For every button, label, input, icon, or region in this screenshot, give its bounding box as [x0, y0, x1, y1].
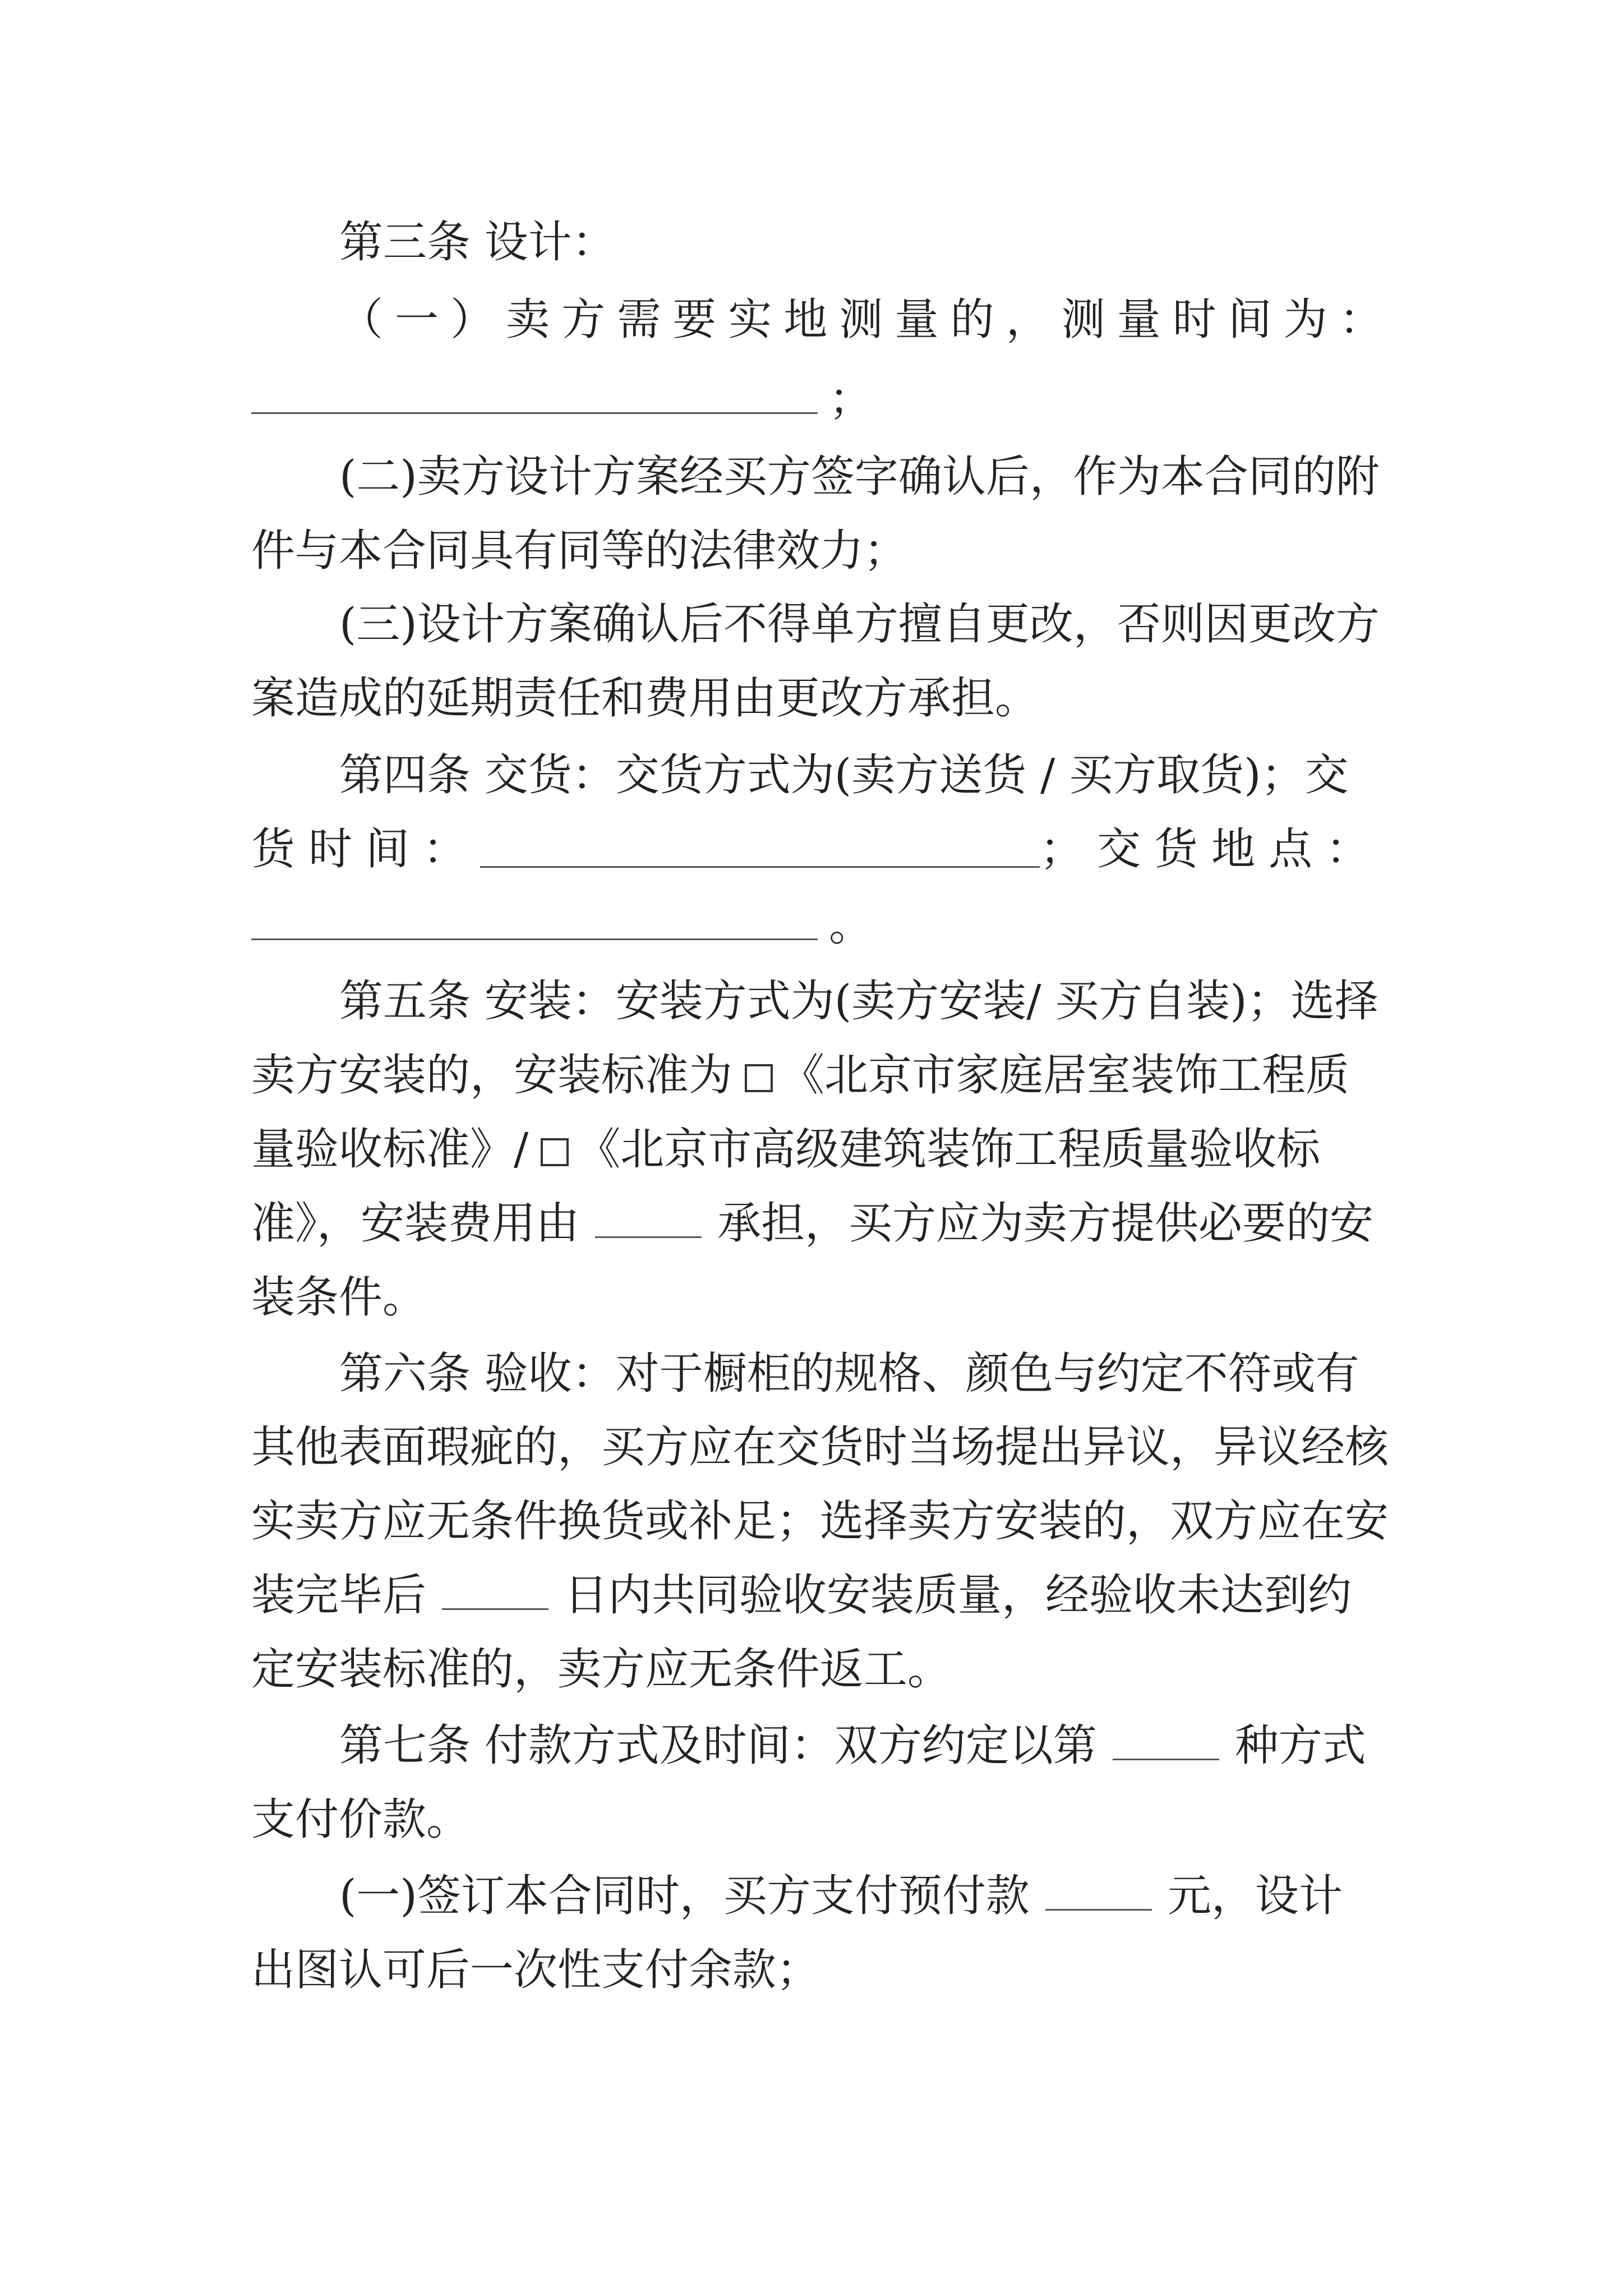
article-5-line1: 第五条 安装：安装方式为(卖方安装/ 买方自装)；选择: [339, 976, 1378, 1027]
article-3-heading: 第三条 设计：: [339, 217, 616, 268]
delivery-time-blank[interactable]: [480, 831, 1040, 868]
text-segment: 量验收标准》/: [251, 1124, 529, 1175]
text-char: 量: [1117, 295, 1161, 345]
punctuation: ；: [829, 374, 873, 425]
text-char: ）: [450, 295, 495, 345]
delivery-time-label: 货时间：: [251, 824, 481, 875]
article-5-line4: [251, 1195, 1383, 1251]
article-5-line5: 装条件。: [251, 1272, 427, 1323]
text-segment: 元，设计: [1167, 1871, 1343, 1921]
text-char: （: [339, 295, 384, 345]
clause-7-1-line1: [339, 1868, 1383, 1924]
text-char: 间: [1228, 295, 1272, 345]
clause-7-1-line2: 出图认可后一次性支付余款；: [251, 1945, 820, 1995]
text-char: 地: [783, 295, 828, 345]
text-char: ，: [1006, 295, 1050, 345]
standard-building-checkbox[interactable]: [541, 1138, 569, 1166]
article-6-line1: 第六条 验收：对于橱柜的规格、颜色与约定不符或有: [339, 1349, 1359, 1399]
text-segment: 《北京市高级建筑装饰工程质量验收标: [577, 1124, 1321, 1175]
article-7-line2: 支付价款。: [251, 1795, 471, 1845]
text-char: 卖: [506, 295, 550, 345]
text-char: 测: [1061, 295, 1105, 345]
text-segment: (一)签订本合同时，买方支付预付款: [339, 1871, 1030, 1921]
payment-method-blank[interactable]: [1113, 1724, 1219, 1760]
text-segment: 种方式: [1234, 1720, 1366, 1771]
install-fee-blank[interactable]: [595, 1202, 702, 1238]
delivery-place-blank[interactable]: [251, 904, 818, 940]
prepayment-amount-blank[interactable]: [1045, 1874, 1152, 1911]
text-char: 需: [617, 295, 661, 345]
text-char: 量: [895, 295, 939, 345]
article-5-line2: [251, 1047, 1383, 1103]
text-char: ：: [1339, 295, 1383, 345]
delivery-place-label: ；交货地点：: [1039, 824, 1383, 875]
text-char: 要: [672, 295, 717, 345]
text-segment: 准》，安装费用由: [251, 1198, 580, 1249]
text-segment: 卖方安装的，安装标准为: [251, 1050, 733, 1101]
text-char: 方: [561, 295, 606, 345]
text-segment: 装完毕后: [251, 1570, 427, 1621]
measure-time-line: [251, 371, 1383, 427]
clause-3-1-line: [339, 292, 1383, 348]
text-segment: 承担，买方应为卖方提供必要的安: [717, 1198, 1374, 1249]
article-6-line4: [251, 1567, 1383, 1623]
acceptance-days-blank[interactable]: [442, 1573, 548, 1610]
article-7-line1: [339, 1718, 1383, 1774]
text-char: 的: [950, 295, 994, 345]
text-char: 一: [395, 295, 439, 345]
article-6-line3: 实卖方应无条件换货或补足；选择卖方安装的，双方应在安: [251, 1496, 1389, 1547]
clause-3-2-line1: (二)卖方设计方案经买方签字确认后，作为本合同的附: [339, 452, 1380, 502]
article-4-line1: 第四条 交货：交货方式为(卖方送货 / 买方取货)；交: [339, 750, 1349, 800]
standard-home-checkbox[interactable]: [745, 1064, 773, 1092]
text-segment: 第七条 付款方式及时间：双方约定以第: [339, 1720, 1097, 1771]
measure-time-blank[interactable]: [251, 378, 818, 414]
article-6-line2: 其他表面瑕疵的，买方应在交货时当场提出异议，异议经核: [251, 1422, 1389, 1473]
text-char: 为: [1283, 295, 1327, 345]
text-segment: 《北京市家庭居室装饰工程质: [781, 1050, 1350, 1101]
text-char: 实: [728, 295, 772, 345]
clause-3-3-line1: (三)设计方案确认后不得单方擅自更改，否则因更改方: [339, 599, 1380, 650]
article-4-line2: [251, 821, 1383, 877]
text-segment: 日内共同验收安装质量，经验收未达到约: [564, 1570, 1352, 1621]
clause-3-3-line2: 案造成的延期责任和费用由更改方承担。: [251, 673, 1039, 724]
punctuation: 。: [829, 900, 873, 951]
clause-3-2-line2: 件与本合同具有同等的法律效力；: [251, 526, 908, 576]
delivery-place-line: [251, 898, 1383, 954]
text-char: 测: [839, 295, 883, 345]
text-char: 时: [1172, 295, 1216, 345]
article-5-line3: [251, 1121, 1383, 1177]
article-6-line5: 定安装标准的，卖方应无条件返工。: [251, 1644, 952, 1695]
